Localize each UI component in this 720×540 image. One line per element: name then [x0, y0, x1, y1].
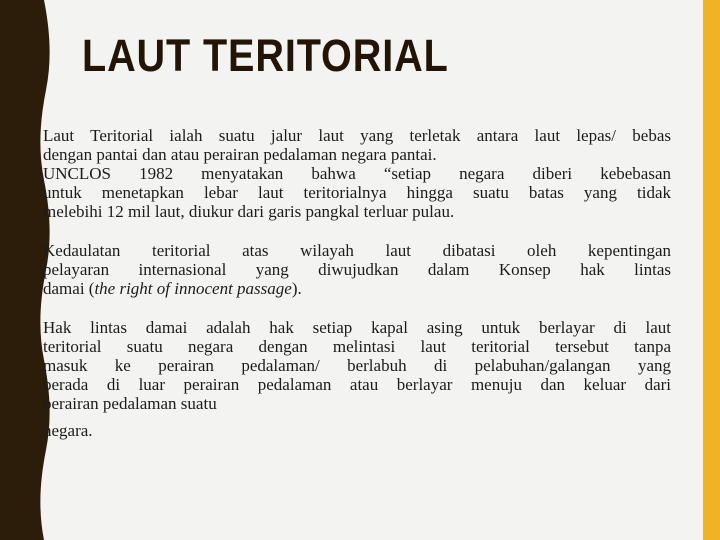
- text-fragment: ).: [291, 279, 302, 298]
- text-line: Laut Teritorial ialah suatu jalur laut yang terletak antara laut lepas/ bebas: [43, 126, 671, 145]
- text-line: UNCLOS 1982 menyatakan bahwa “setiap negara diberi kebebasan: [43, 164, 671, 183]
- text-line: negara.: [43, 421, 93, 440]
- slide-body: [43, 126, 671, 440]
- text-line: masuk ke perairan pedalaman/ berlabuh di pelabuhan/galangan yang: [43, 356, 671, 375]
- text-line: teritorial suatu negara dengan melintasi laut teritorial tersebut tanpa: [43, 337, 671, 356]
- paragraph-2: [43, 164, 671, 221]
- paragraph-4: [43, 318, 671, 440]
- italic-phrase: the right of innocent passage: [94, 279, 292, 298]
- paragraph-3: [43, 241, 671, 298]
- text-line: [43, 279, 671, 298]
- slide-title: LAUT TERITORIAL: [82, 30, 449, 81]
- right-accent-bar: [703, 0, 720, 540]
- text-line: dengan pantai dan atau perairan pedalaman negara pantai.: [43, 145, 437, 164]
- paragraph-1: [43, 126, 671, 164]
- text-line: berada di luar perairan pedalaman atau berlayar menuju dan keluar dari: [43, 375, 671, 394]
- text-line: pelayaran internasional yang diwujudkan dalam Konsep hak lintas: [43, 260, 671, 279]
- text-fragment: damai (: [43, 279, 95, 298]
- text-line: perairan pedalaman suatu: [43, 394, 217, 413]
- text-line: Hak lintas damai adalah hak setiap kapal asing untuk berlayar di laut: [43, 318, 671, 337]
- text-line: Kedaulatan teritorial atas wilayah laut dibatasi oleh kepentingan: [43, 241, 671, 260]
- text-line: melebihi 12 mil laut, diukur dari garis pangkal terluar pulau.: [43, 202, 455, 221]
- text-line: untuk menetapkan lebar laut teritorialnya hingga suatu batas yang tidak: [43, 183, 671, 202]
